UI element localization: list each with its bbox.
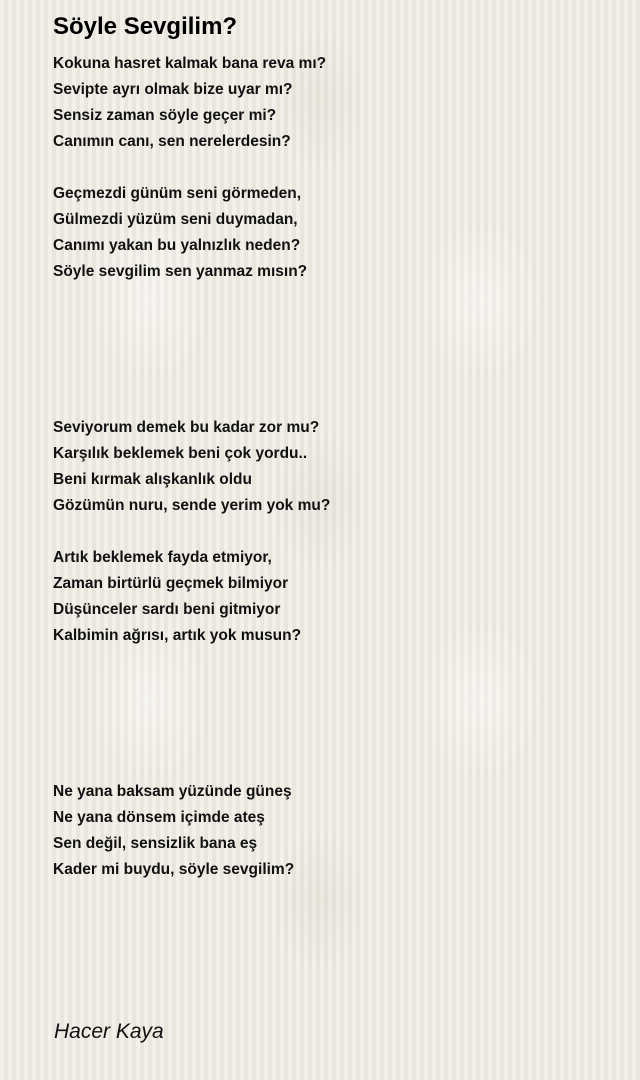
section-spacer [53,649,613,779]
poem-line: Beni kırmak alışkanlık oldu [53,471,252,488]
poem-line: Canımın canı, sen nerelerdesin? [53,133,291,150]
poem-line: Gözümün nuru, sende yerim yok mu? [53,497,331,514]
stanza-spacer [53,155,613,181]
poem-line: Zaman birtürlü geçmek bilmiyor [53,575,289,592]
poem-line: Seviyorum demek bu kadar zor mu? [53,419,320,436]
poem-line: Söyle sevgilim sen yanmaz mısın? [53,263,308,280]
poem-line: Artık beklemek fayda etmiyor, [53,549,272,566]
poem-line: Gülmezdi yüzüm seni duymadan, [53,211,298,228]
poem-line: Karşılık beklemek beni çok yordu.. [53,445,308,462]
poem-line: Canımı yakan bu yalnızlık neden? [53,237,301,254]
poem-line: Kokuna hasret kalmak bana reva mı? [53,55,327,72]
poem-title: Söyle Sevgilim? [53,13,238,40]
poem-line: Sensiz zaman söyle geçer mi? [53,107,277,124]
poem-author: Hacer Kaya [54,1020,164,1043]
poem-line: Kalbimin ağrısı, artık yok musun? [53,627,302,644]
stanza-1 [53,51,613,155]
stanza-2 [53,181,613,285]
stanza-3 [53,415,613,519]
poem-line: Kader mi buydu, söyle sevgilim? [53,861,295,878]
poem-body [53,51,613,883]
poem-line: Sen değil, sensizlik bana eş [53,835,258,852]
stanza-5 [53,779,613,883]
section-spacer [53,285,613,415]
poem-line: Geçmezdi günüm seni görmeden, [53,185,302,202]
poem-line: Ne yana baksam yüzünde güneş [53,783,292,800]
poem-line: Düşünceler sardı beni gitmiyor [53,601,281,618]
stanza-spacer [53,519,613,545]
poem-line: Sevipte ayrı olmak bize uyar mı? [53,81,293,98]
stanza-4 [53,545,613,649]
poem-line: Ne yana dönsem içimde ateş [53,809,265,826]
